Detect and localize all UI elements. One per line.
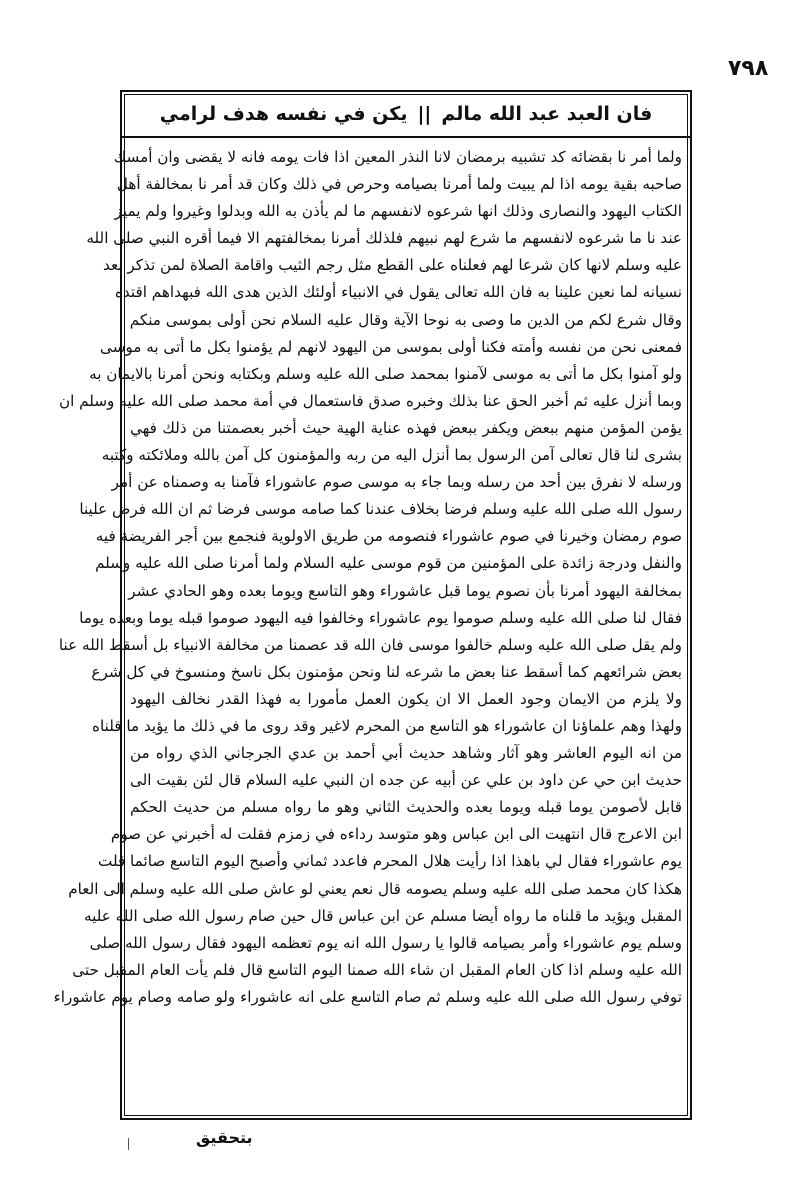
text-line: والنفل ودرجة زائدة على المؤمنين من قوم موسى عليه السلام ولما أمرنا صلى الله عليه وسلم — [95, 554, 682, 573]
header-separator: || — [417, 103, 432, 125]
text-line: هكذا كان محمد صلى الله عليه وسلم يصومه قال نعم يعني لو عاش صلى الله عليه وسلم الى العام — [68, 879, 682, 898]
text-line: ولهذا وهم علماؤنا ان عاشوراء هو التاسع من المحرم لاغير وقد روى ما في ذلك ما يؤيد ما قلناه — [92, 716, 682, 735]
text-line: الله عليه وسلم اذا كان العام المقبل ان شاء الله صمنا اليوم التاسع قال فلم يأت العام المقبل حتى — [72, 960, 682, 979]
text-line: يوم عاشوراء فقال لي باهذا اذا رأيت هلال المحرم فاعدد ثماني وأصبح اليوم التاسع صائما قلت — [98, 852, 682, 871]
header-title: فان العبد عبد الله مالم — [441, 103, 653, 125]
text-line: بعض شرائعهم كما أسقط عنا بعض ما شرعه لنا ونحن مؤمنون بكل ناسخ ومنسوخ في كل شرع — [91, 662, 682, 681]
text-line: من انه اليوم العاشر وهو آثار وشاهد حديث أبي أحمد بن عدي الجرجاني الذي رواه من — [130, 744, 682, 763]
text-line: بشرى لنا قال تعالى آمن الرسول بما أنزل اليه من ربه والمؤمنون كل آمن بالله وملائكته وكتبه — [101, 446, 682, 465]
text-line: بمخالفة اليهود أمرنا بأن نصوم يوما قبل عاشوراء وهو التاسع ويوما بعده وهو الحادي عشر — [128, 581, 682, 600]
text-line: ولم يقل صلى الله عليه وسلم خالفوا موسى فان الله قد عصمنا من مخالفة الانبياء بل أسقط الله عنا — [58, 635, 682, 654]
margin-tick-mark — [128, 1138, 129, 1150]
text-line: وبما أنزل عليه ثم أخبر الحق عنا بذلك وخبره صدق فاستعمال في أمة محمد صلى الله عليه وسلم ان — [58, 391, 682, 410]
text-line: عند نا ما شرعوه لانفسهم ما شرع لهم نبيهم فلذلك أمرنا بمخالفتهم الا فيما أقره النبي صلى الله — [86, 229, 682, 248]
text-line: الكتاب اليهود والنصارى وذلك انها شرعوه لانفسهم ما لم يأذن به الله وبدلوا وغيروا ولم يميز — [114, 202, 682, 221]
text-line: فمعنى نحن من نفسه وأمته فكنا أولى بموسى من اليهود لانهم لم يؤمنوا بكل ما أتى به موسى — [100, 337, 682, 356]
text-line: يؤمن المؤمن منهم ببعض ويكفر ببعض فهذه عناية الهية حيث أخبر بعصمتنا من ذلك فهي — [130, 418, 682, 437]
text-line: ورسله لا نفرق بين أحد من رسله وبما جاء به موسى صوم عاشوراء فآمنا به وصمناه عن أمر — [111, 473, 682, 492]
text-line: ولا يلزم من الايمان وجود العمل الا ان يكون العمل مأمورا به فهذا القدر نخالف اليهود — [130, 689, 682, 708]
catchword: بتحقيق — [196, 1128, 253, 1147]
text-line: وقال شرع لكم من الدين ما وصى به نوحا الآية وقال عليه السلام نحن أولى بموسى منكم — [129, 310, 682, 329]
text-line: صاحبه بقية يومه اذا لم يبيت ولما أمرنا بصيامه وحرص في ذلك وكان قد أمر نا بمخالفة أهل — [116, 175, 682, 194]
text-line: توفي رسول الله صلى الله عليه وسلم ثم صام التاسع على انه عاشوراء ولو صامه وصام يوم عاشوراء — [53, 987, 682, 1006]
text-line: ولو آمنوا بكل ما أتى به موسى لآمنوا بمحمد صلى الله عليه وسلم وبكتابه ونحن أمرنا بالايمان به — [89, 364, 682, 383]
body-text — [53, 144, 682, 1112]
text-line: عليه وسلم لانها كان شرعا لهم فعلناه على القطع مثل رجم الثيب واقامة الصلاة لمن تذكر بعد — [103, 256, 682, 275]
header-subtitle: يكن في نفسه هدف لرامي — [159, 103, 408, 125]
text-line: فقال لنا صلى الله عليه وسلم صوموا يوم عاشوراء وخالفوا فيه اليهود صوموا قبله يوما وبعده يوما — [79, 608, 682, 627]
page-number: ٧٩٨ — [728, 56, 769, 81]
text-line: نسيانه لما نعين علينا به فان الله تعالى يقول في الانبياء أولئك الذين هدى الله فبهداهم اقتده — [114, 283, 682, 302]
text-line: حديث ابن حي عن داود بن علي عن أبيه عن جده ان النبي عليه السلام قال لئن بقيت الى — [130, 771, 682, 790]
text-line: رسول الله صلى الله عليه وسلم فرضا بخلاف عندنا كما صامه موسى فرضا ثم ان الله فرض علينا — [79, 500, 682, 519]
text-line: ولما أمر نا بقضائه كد تشبيه برمضان لانا النذر المعين اذا فات يومه فانه لا يقضى وان أمسك — [113, 148, 682, 166]
text-frame — [53, 90, 692, 1120]
running-header — [122, 92, 690, 138]
text-line: قابل لأصومن يوما قبله ويوما بعده والحديث الثاني وهو ما رواه مسلم من حديث الحكم — [130, 798, 682, 817]
text-line: صوم رمضان وخيرنا في صوم عاشوراء فنصومه من طريق الاولوية فنجمع بين أجر الفريضة فيه — [95, 527, 682, 546]
text-line: ابن الاعرج قال انتهيت الى ابن عباس وهو متوسد رداءه في زمزم فقلت له أخبرني عن صوم — [110, 825, 682, 844]
text-line: المقبل ويؤيد ما قلناه ما رواه أيضا مسلم عن ابن عباس قال حين صام رسول الله صلى الله عليه — [84, 906, 682, 925]
text-line: وسلم يوم عاشوراء وأمر بصيامه قالوا يا رسول الله انه يوم تعظمه اليهود فقال رسول الله صلى — [89, 933, 682, 952]
